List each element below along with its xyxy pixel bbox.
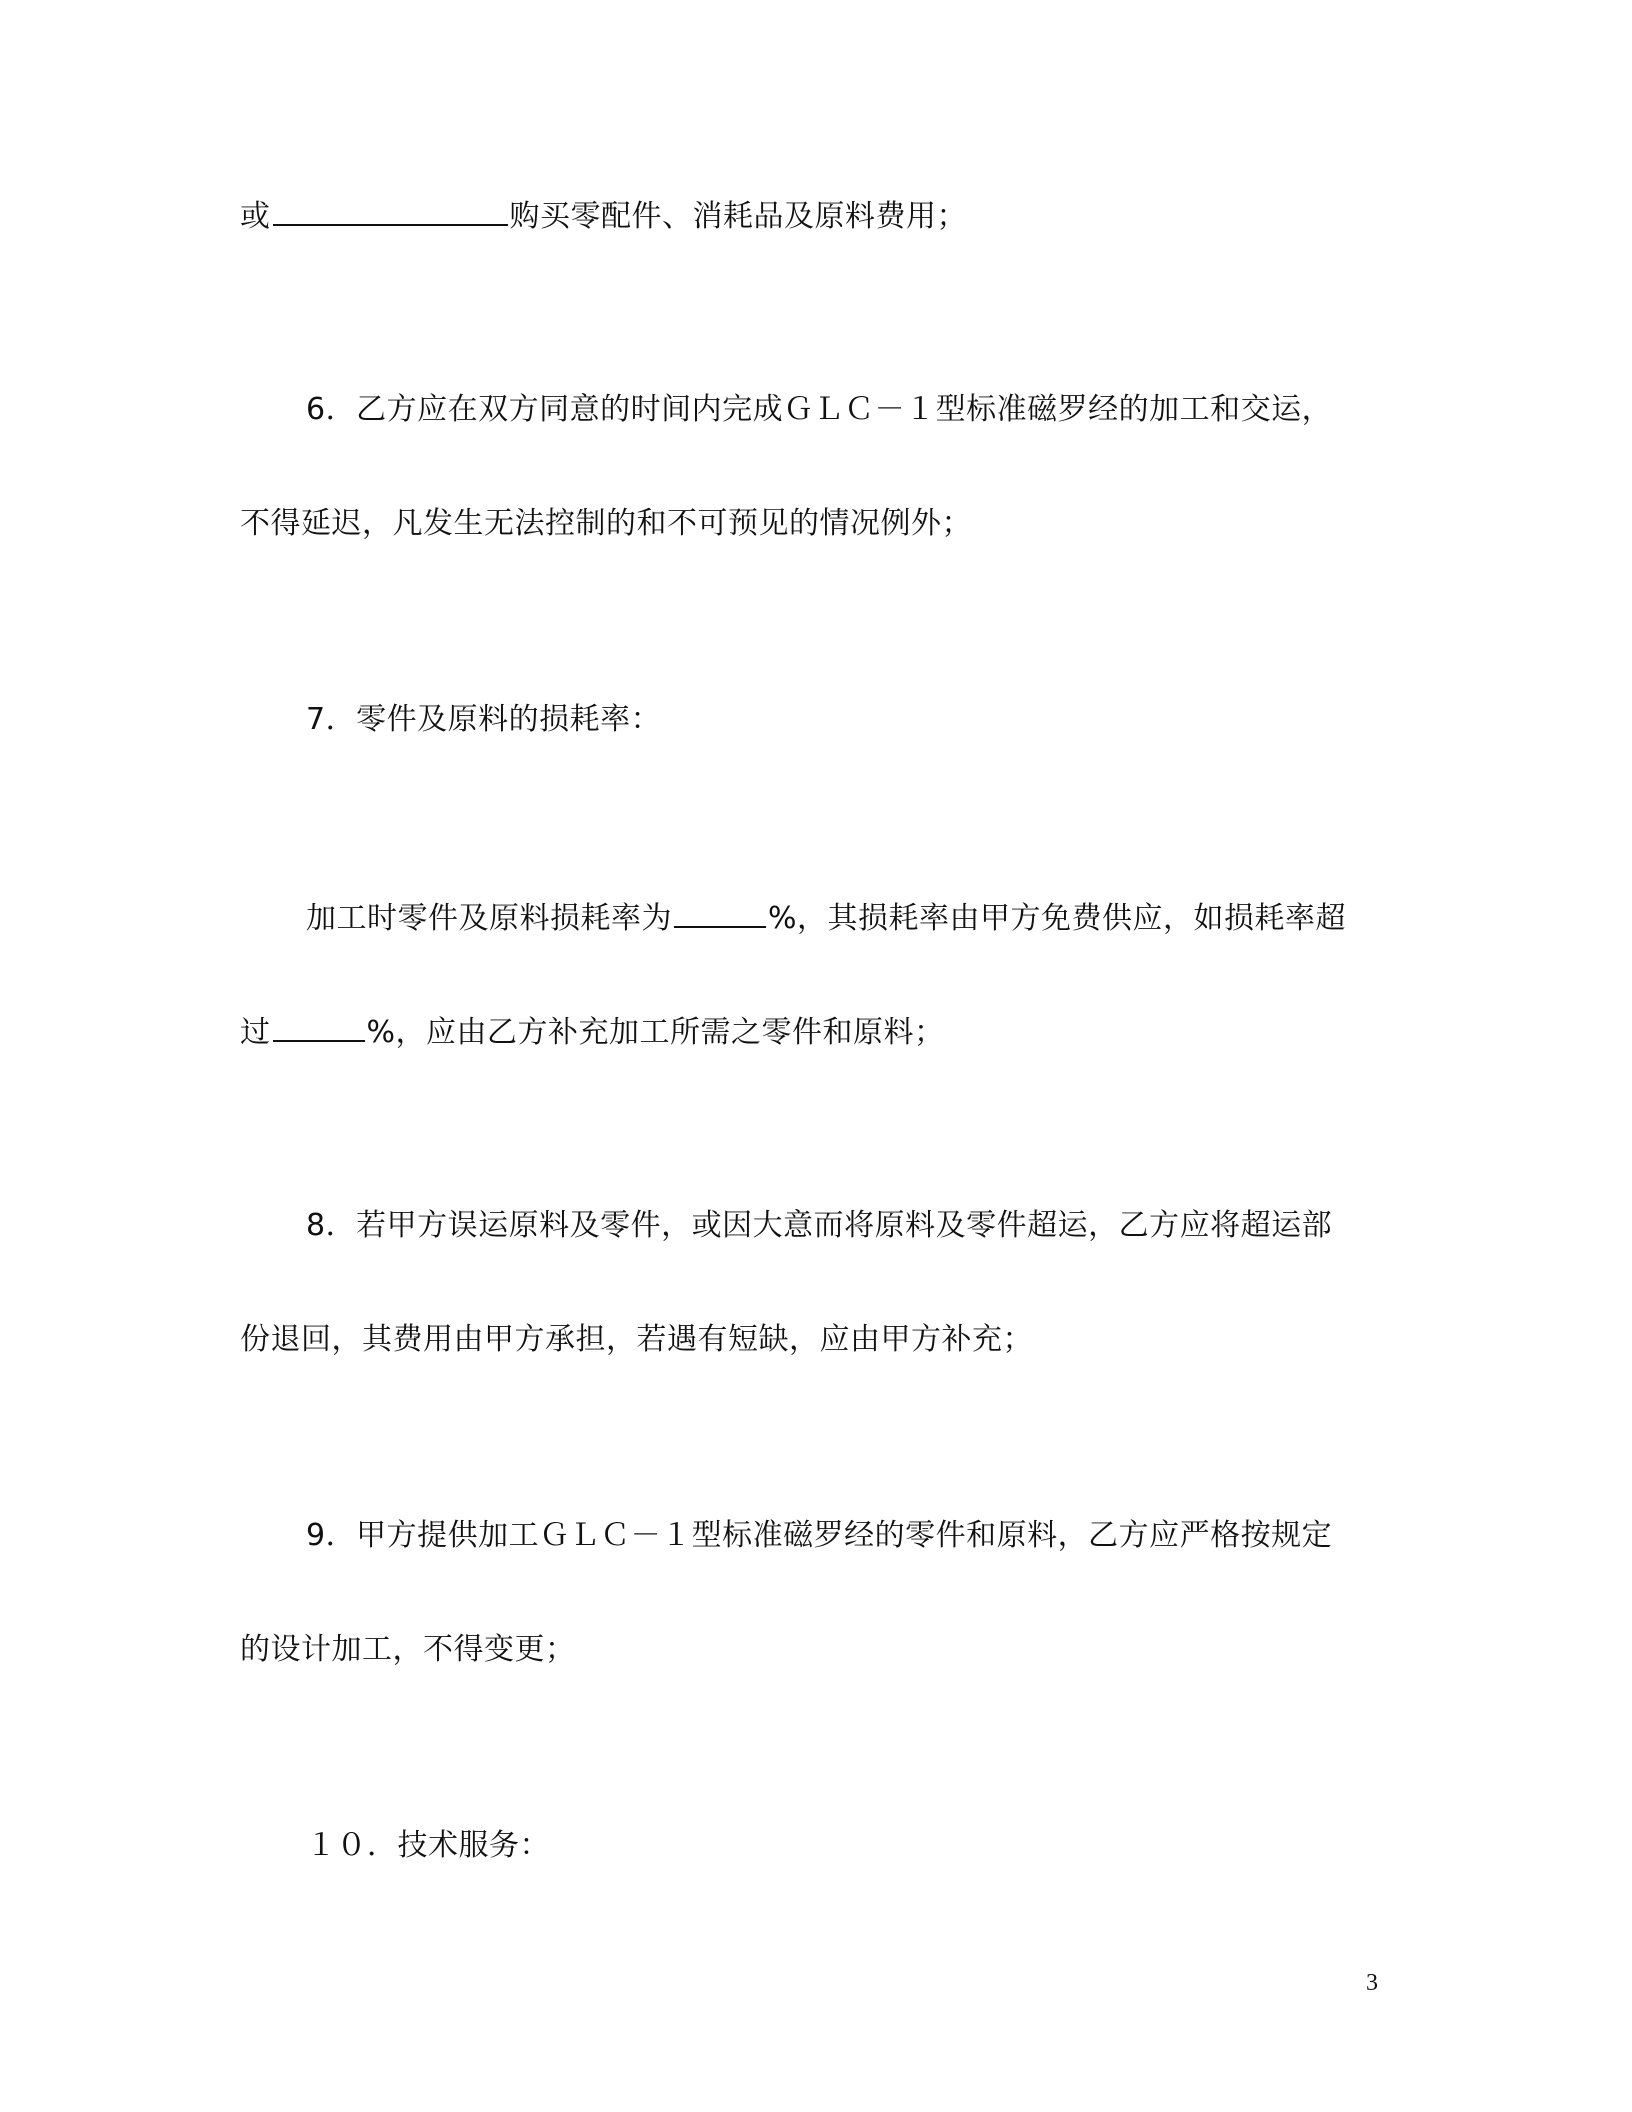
- clause-8-line-1: 8．若甲方误运原料及零件，或因大意而将原料及零件超运，乙方应将超运部: [306, 1208, 1333, 1243]
- clause-8-line-2: 份退回，其费用由甲方承担，若遇有短缺，应由甲方补充；: [240, 1322, 1033, 1357]
- line-text-post: %，其损耗率由甲方免费供应，如损耗率超: [768, 901, 1347, 936]
- line-text-pre: 过: [240, 1015, 271, 1050]
- line-text-post: 购买零配件、消耗品及原料费用；: [509, 199, 967, 234]
- text-line-materials-cost: [240, 194, 967, 237]
- clause-10-heading: １０．技术服务：: [306, 1828, 550, 1863]
- fill-in-blank: [273, 1010, 365, 1042]
- clause-9-line-2: 的设计加工，不得变更；: [240, 1632, 576, 1667]
- line-text-pre: 或: [240, 199, 271, 234]
- clause-6-line-1: 6．乙方应在双方同意的时间内完成ＧＬＣ－１型标准磁罗经的加工和交运，: [306, 392, 1333, 427]
- clause-9-line-1: 9．甲方提供加工ＧＬＣ－１型标准磁罗经的零件和原料，乙方应严格按规定: [306, 1518, 1333, 1553]
- line-text-pre: 加工时零件及原料损耗率为: [306, 901, 672, 936]
- clause-6-line-2: 不得延迟，凡发生无法控制的和不可预见的情况例外；: [240, 506, 972, 541]
- clause-7-line-2: [240, 1010, 945, 1053]
- fill-in-blank: [674, 896, 766, 928]
- clause-7-heading: 7．零件及原料的损耗率：: [306, 702, 662, 737]
- page-number: 3: [1366, 1970, 1378, 1996]
- fill-in-blank: [273, 194, 508, 226]
- line-text-post: %，应由乙方补充加工所需之零件和原料；: [366, 1015, 945, 1050]
- clause-7-line-1: [306, 896, 1346, 939]
